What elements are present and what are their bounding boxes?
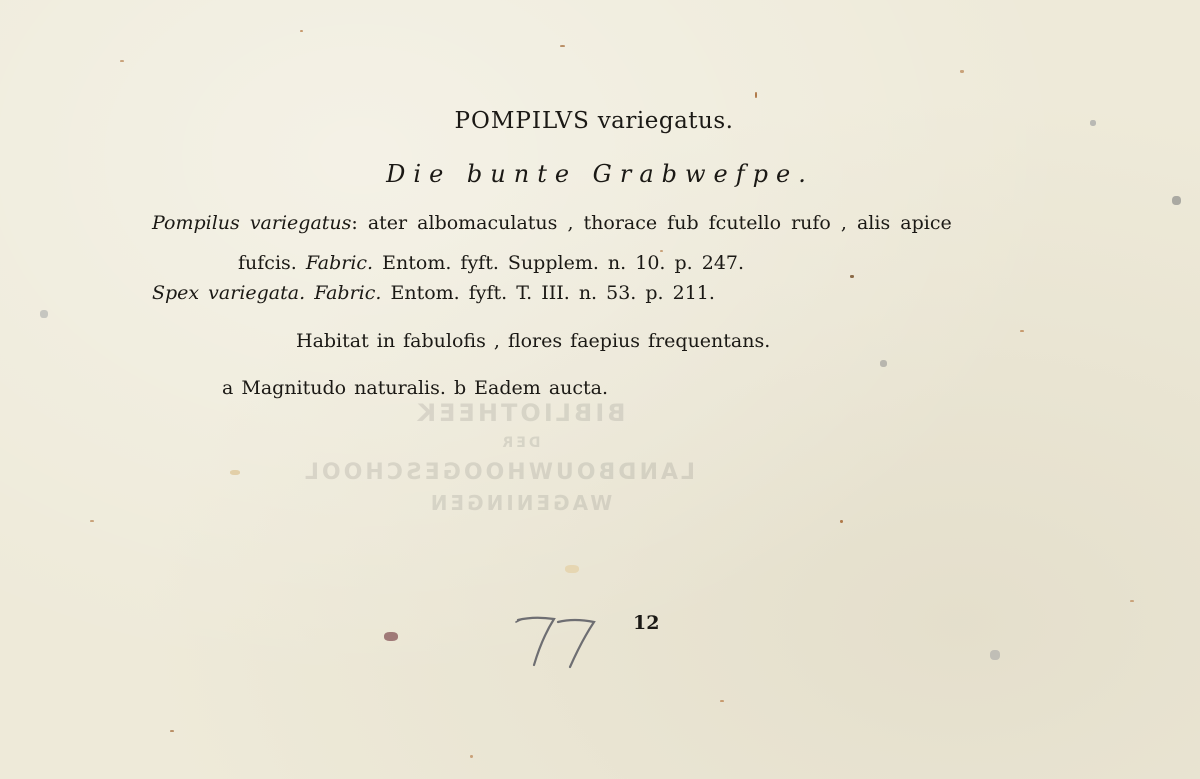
synonym-name: Spex variegata.	[152, 282, 306, 304]
title-species: variegatus.	[597, 108, 734, 134]
reference-line-2	[238, 252, 744, 274]
plate-title	[0, 108, 1188, 134]
synonym-source: Entom. fyft. T. III. n. 53. p. 211.	[390, 282, 715, 304]
reference-line-1	[152, 212, 952, 234]
habitat-text: Habitat in fabulofis , flores faepius frequentans.	[296, 330, 771, 352]
reference-name: Pompilus variegatus	[152, 212, 352, 234]
title-genus: POMPILVS	[454, 108, 590, 134]
reference-author: Fabric.	[305, 252, 374, 274]
reference-line-3	[152, 282, 715, 304]
reference-continuation: fufcis.	[238, 252, 297, 274]
plate-subtitle: Die bunte Grabwefpe.	[386, 160, 814, 188]
pencil-annotation-77	[512, 610, 602, 670]
synonym-author: Fabric.	[314, 282, 382, 304]
page-number: 12	[633, 612, 660, 634]
reference-source: Entom. fyft. Supplem. n. 10. p. 247.	[382, 252, 745, 274]
library-stamp-bleedthrough: BIBLIOTHEEK DER LANDBOUWHOOGESCHOOL WAGENINGEN	[301, 399, 695, 515]
figure-legend: a Magnitudo naturalis. b Eadem aucta.	[222, 377, 609, 399]
reference-description: : ater albomaculatus , thorace fub fcutello rufo , alis apice	[351, 212, 952, 234]
